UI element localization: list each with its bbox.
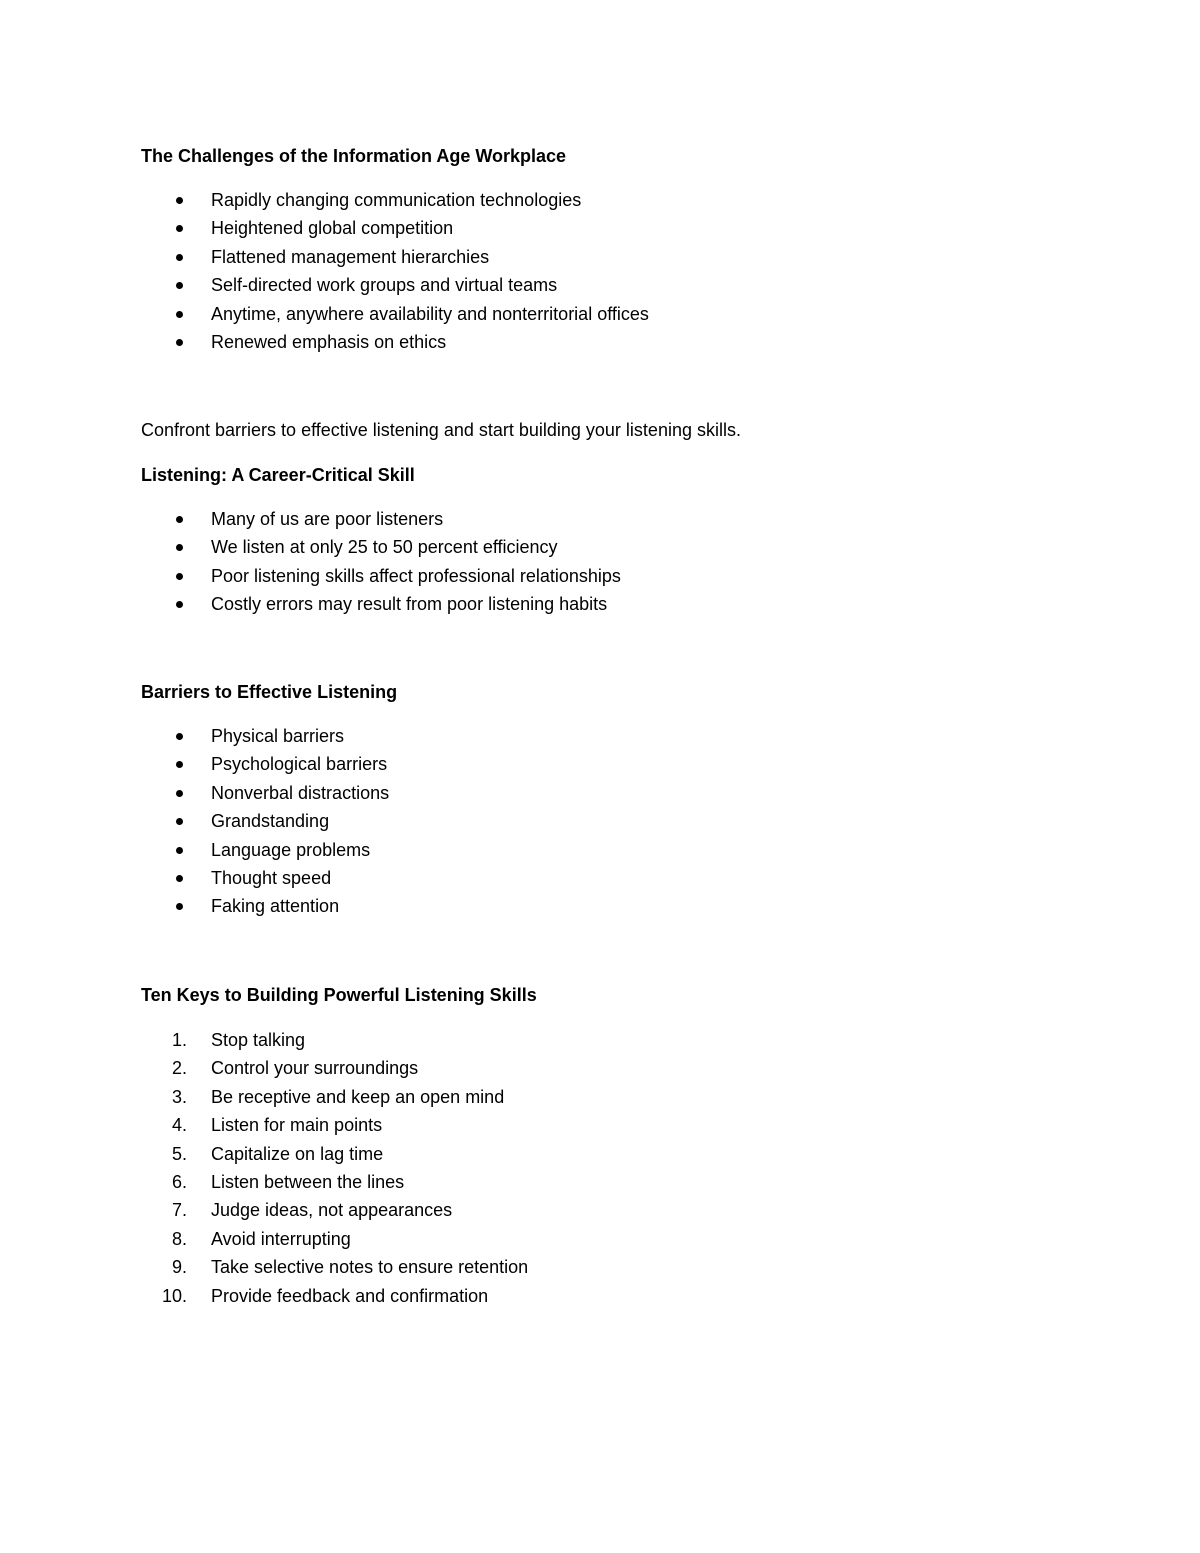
list-item-text: Listen for main points bbox=[211, 1115, 383, 1136]
list-item-text: Self-directed work groups and virtual teams bbox=[211, 275, 558, 296]
bullet-icon bbox=[176, 311, 183, 318]
bullet-icon bbox=[176, 790, 183, 797]
bullet-icon bbox=[176, 847, 183, 854]
bullet-icon bbox=[176, 733, 183, 740]
list-item-text: Control your surroundings bbox=[211, 1058, 419, 1079]
bullet-icon bbox=[176, 761, 183, 768]
list-item-text: Avoid interrupting bbox=[211, 1228, 351, 1249]
list-item-text: Judge ideas, not appearances bbox=[211, 1200, 453, 1221]
bullet-icon bbox=[176, 339, 183, 346]
bullet-icon bbox=[176, 818, 183, 825]
bullet-icon bbox=[176, 254, 183, 261]
list-item-text: Language problems bbox=[211, 839, 371, 860]
bullet-icon bbox=[176, 225, 183, 232]
list-item-text: Flattened management hierarchies bbox=[211, 246, 490, 267]
keys-heading: Ten Keys to Building Powerful Listening Skills bbox=[141, 985, 537, 1005]
bullet-icon bbox=[176, 197, 183, 204]
list-number: 3. bbox=[172, 1086, 188, 1107]
list-item-text: Be receptive and keep an open mind bbox=[211, 1086, 505, 1107]
list-number: 7. bbox=[172, 1200, 188, 1221]
list-item-text: Provide feedback and confirmation bbox=[211, 1285, 489, 1306]
bullet-icon bbox=[176, 875, 183, 882]
list-item-text: Listen between the lines bbox=[211, 1171, 405, 1192]
list-number: 4. bbox=[172, 1115, 188, 1136]
bullet-icon bbox=[176, 903, 183, 910]
list-item-text: Costly errors may result from poor listening habits bbox=[211, 594, 608, 615]
list-number: 10. bbox=[162, 1285, 188, 1306]
barriers-heading: Barriers to Effective Listening bbox=[141, 682, 398, 702]
bullet-icon bbox=[176, 544, 183, 551]
bullet-icon bbox=[176, 516, 183, 523]
list-item-text: Poor listening skills affect professional relationships bbox=[211, 565, 621, 586]
list-item-text: Nonverbal distractions bbox=[211, 782, 390, 803]
list-item-text: Renewed emphasis on ethics bbox=[211, 331, 447, 352]
bullet-icon bbox=[176, 282, 183, 289]
list-item-text: Rapidly changing communication technologies bbox=[211, 190, 582, 210]
list-number: 2. bbox=[172, 1058, 188, 1079]
list-number: 1. bbox=[172, 1030, 188, 1050]
list-item-text: Anytime, anywhere availability and nonterritorial offices bbox=[211, 303, 649, 324]
bullet-icon bbox=[176, 601, 183, 608]
career-heading: Listening: A Career-Critical Skill bbox=[141, 465, 415, 485]
list-number: 8. bbox=[172, 1228, 188, 1249]
bullet-icon bbox=[176, 573, 183, 580]
list-item-text: Psychological barriers bbox=[211, 754, 388, 775]
list-item-text: We listen at only 25 to 50 percent efficiency bbox=[211, 537, 558, 558]
list-item-text: Thought speed bbox=[211, 867, 332, 888]
list-item-text: Many of us are poor listeners bbox=[211, 509, 444, 529]
intro-paragraph: Confront barriers to effective listening and start building your listening skills. bbox=[141, 420, 741, 440]
list-item-text: Faking attention bbox=[211, 896, 340, 917]
list-item-text: Take selective notes to ensure retention bbox=[211, 1257, 529, 1278]
list-item-text: Grandstanding bbox=[211, 811, 330, 832]
list-item-text: Capitalize on lag time bbox=[211, 1143, 384, 1164]
list-number: 5. bbox=[172, 1143, 188, 1164]
challenges-heading: The Challenges of the Information Age Workplace bbox=[141, 146, 567, 166]
list-item-text: Physical barriers bbox=[211, 726, 345, 746]
list-number: 9. bbox=[172, 1257, 188, 1278]
list-item-text: Heightened global competition bbox=[211, 218, 454, 239]
list-number: 6. bbox=[172, 1171, 188, 1192]
list-item-text: Stop talking bbox=[211, 1030, 306, 1050]
